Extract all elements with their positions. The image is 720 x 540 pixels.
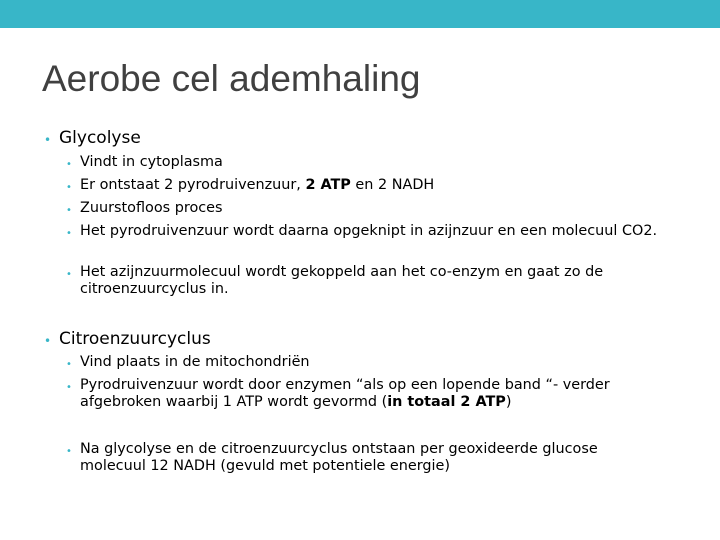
bullet-icon: • — [66, 228, 72, 239]
list-item: • Na glycolyse en de citroenzuurcyclus ontstaan per geoxideerde glucose molecuul 12 NADH (gevuld met potentiele energie) — [66, 441, 598, 474]
list-item: • Pyrodruivenzuur wordt door enzymen “als op een lopende band “- verder afgebroken waarbij 1 ATP wordt gevormd (in totaal 2 ATP) — [66, 377, 610, 410]
bullet-icon: • — [66, 205, 72, 216]
top-accent-band — [0, 0, 720, 28]
bullet-icon: • — [44, 133, 52, 147]
list-item: • Het azijnzuurmolecuul wordt gekoppeld aan het co-enzym en gaat zo de citroenzuurcyclus in. — [66, 264, 604, 297]
bullet-icon: • — [66, 269, 72, 280]
list-item: • Het pyrodruivenzuur wordt daarna opgeknipt in azijnzuur en een molecuul CO2. — [66, 223, 666, 240]
slide-title: Aerobe cel ademhaling — [42, 58, 421, 99]
list-item: • Vind plaats in de mitochondriën — [66, 354, 666, 371]
list-item: • Vindt in cytoplasma — [66, 154, 666, 171]
bullet-icon: • — [66, 446, 72, 457]
bullet-icon: • — [44, 334, 52, 348]
bullet-icon: • — [66, 382, 72, 393]
bullet-icon: • — [66, 182, 72, 193]
bullet-icon: • — [66, 159, 72, 170]
list-item: • Zuurstofloos proces — [66, 200, 666, 217]
bullet-icon: • — [66, 359, 72, 370]
list-item: • Er ontstaat 2 pyrodruivenzuur, 2 ATP en 2 NADH — [66, 177, 666, 194]
